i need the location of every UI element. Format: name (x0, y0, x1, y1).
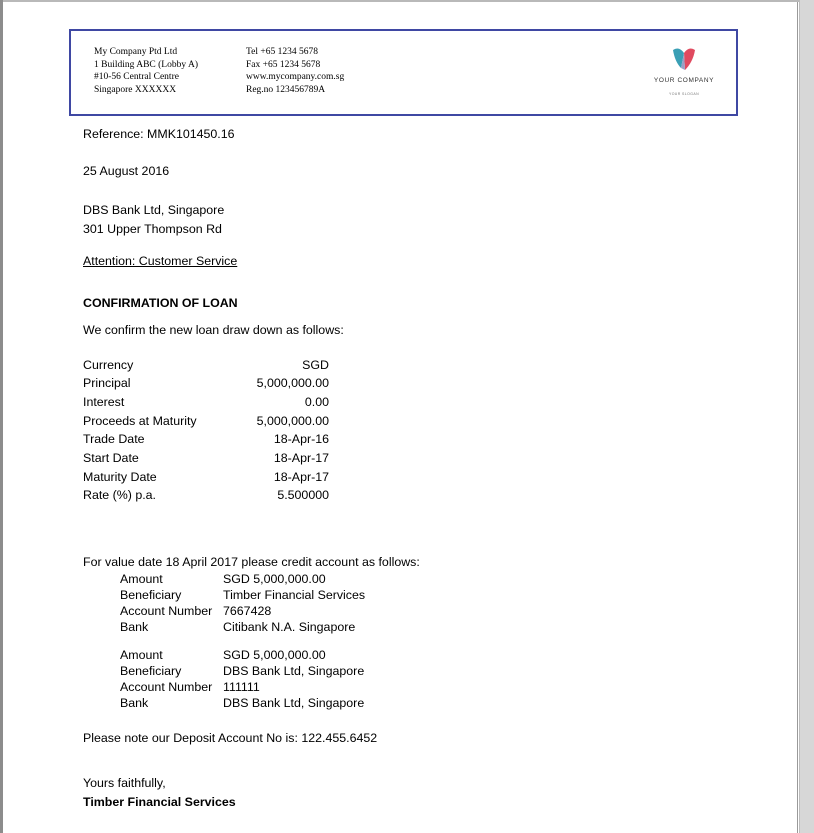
account-label: Bank (120, 696, 149, 710)
deposit-note: Please note our Deposit Account No is: 122.455.6452 (83, 731, 378, 745)
loan-row (83, 470, 329, 488)
loan-row (83, 451, 329, 469)
closing: Yours faithfully, (83, 776, 166, 790)
logo-name: YOUR COMPANY (653, 77, 715, 84)
loan-label: Maturity Date (83, 470, 157, 484)
document-page (3, 2, 798, 833)
account-label: Beneficiary (120, 588, 182, 602)
recipient-line: DBS Bank Ltd, Singapore (83, 203, 225, 217)
loan-label: Proceeds at Maturity (83, 414, 197, 428)
logo-slogan: YOUR SLOGAN (668, 91, 700, 96)
account-value: SGD 5,000,000.00 (223, 572, 326, 586)
letter-date: 25 August 2016 (83, 164, 170, 178)
loan-value: 18-Apr-17 (273, 451, 329, 465)
account-label: Bank (120, 620, 149, 634)
account-value: Citibank N.A. Singapore (223, 620, 356, 634)
loan-label: Currency (83, 358, 134, 372)
loan-value: SGD (302, 358, 329, 372)
company-address-line: Singapore XXXXXX (94, 84, 177, 95)
account-label: Account Number (120, 680, 213, 694)
loan-value: 5,000,000.00 (256, 414, 329, 428)
company-address-line: 1 Building ABC (Lobby A) (94, 59, 198, 70)
loan-row (83, 414, 329, 432)
loan-row (83, 488, 329, 506)
loan-value: 5.500000 (277, 488, 329, 502)
company-reg-no: Reg.no 123456789A (246, 84, 326, 95)
company-logo (644, 44, 724, 100)
company-name: My Company Ptd Ltd (94, 47, 178, 57)
company-website: www.mycompany.com.sg (246, 72, 345, 82)
company-address (94, 46, 198, 96)
company-contact (246, 46, 344, 96)
loan-row (83, 376, 329, 394)
logo-mark-icon (669, 44, 699, 74)
loan-label: Principal (83, 376, 131, 390)
loan-row (83, 358, 329, 376)
recipient-line: 301 Upper Thompson Rd (83, 222, 222, 236)
intro-text: We confirm the new loan draw down as follows: (83, 323, 344, 337)
signature: Timber Financial Services (83, 795, 236, 809)
account-value: Timber Financial Services (223, 588, 366, 602)
loan-value: 5,000,000.00 (256, 376, 329, 390)
account-value: 7667428 (223, 604, 272, 618)
letter-heading: CONFIRMATION OF LOAN (83, 296, 238, 310)
account-value: DBS Bank Ltd, Singapore (223, 696, 365, 710)
loan-row (83, 395, 329, 413)
company-fax: Fax +65 1234 5678 (246, 59, 321, 70)
loan-row (83, 432, 329, 450)
reference: Reference: MMK101450.16 (83, 127, 235, 141)
loan-value: 18-Apr-17 (273, 470, 329, 484)
loan-label: Rate (%) p.a. (83, 488, 156, 502)
company-address-line: #10-56 Central Centre (94, 72, 179, 82)
account-value: DBS Bank Ltd, Singapore (223, 664, 365, 678)
letterhead (69, 29, 738, 116)
credit-instructions: For value date 18 April 2017 please credit account as follows: (83, 555, 420, 569)
attention-line: Attention: Customer Service (83, 254, 238, 268)
account-label: Beneficiary (120, 664, 182, 678)
loan-label: Start Date (83, 451, 139, 465)
loan-label: Interest (83, 395, 125, 409)
loan-value: 18-Apr-16 (273, 432, 329, 446)
scrollbar-track[interactable] (799, 0, 814, 833)
account-label: Amount (120, 648, 163, 662)
company-tel: Tel +65 1234 5678 (246, 47, 318, 57)
account-value: 111111 (223, 680, 260, 694)
loan-value: 0.00 (304, 395, 329, 409)
account-label: Amount (120, 572, 163, 586)
loan-label: Trade Date (83, 432, 145, 446)
account-label: Account Number (120, 604, 213, 618)
account-value: SGD 5,000,000.00 (223, 648, 326, 662)
